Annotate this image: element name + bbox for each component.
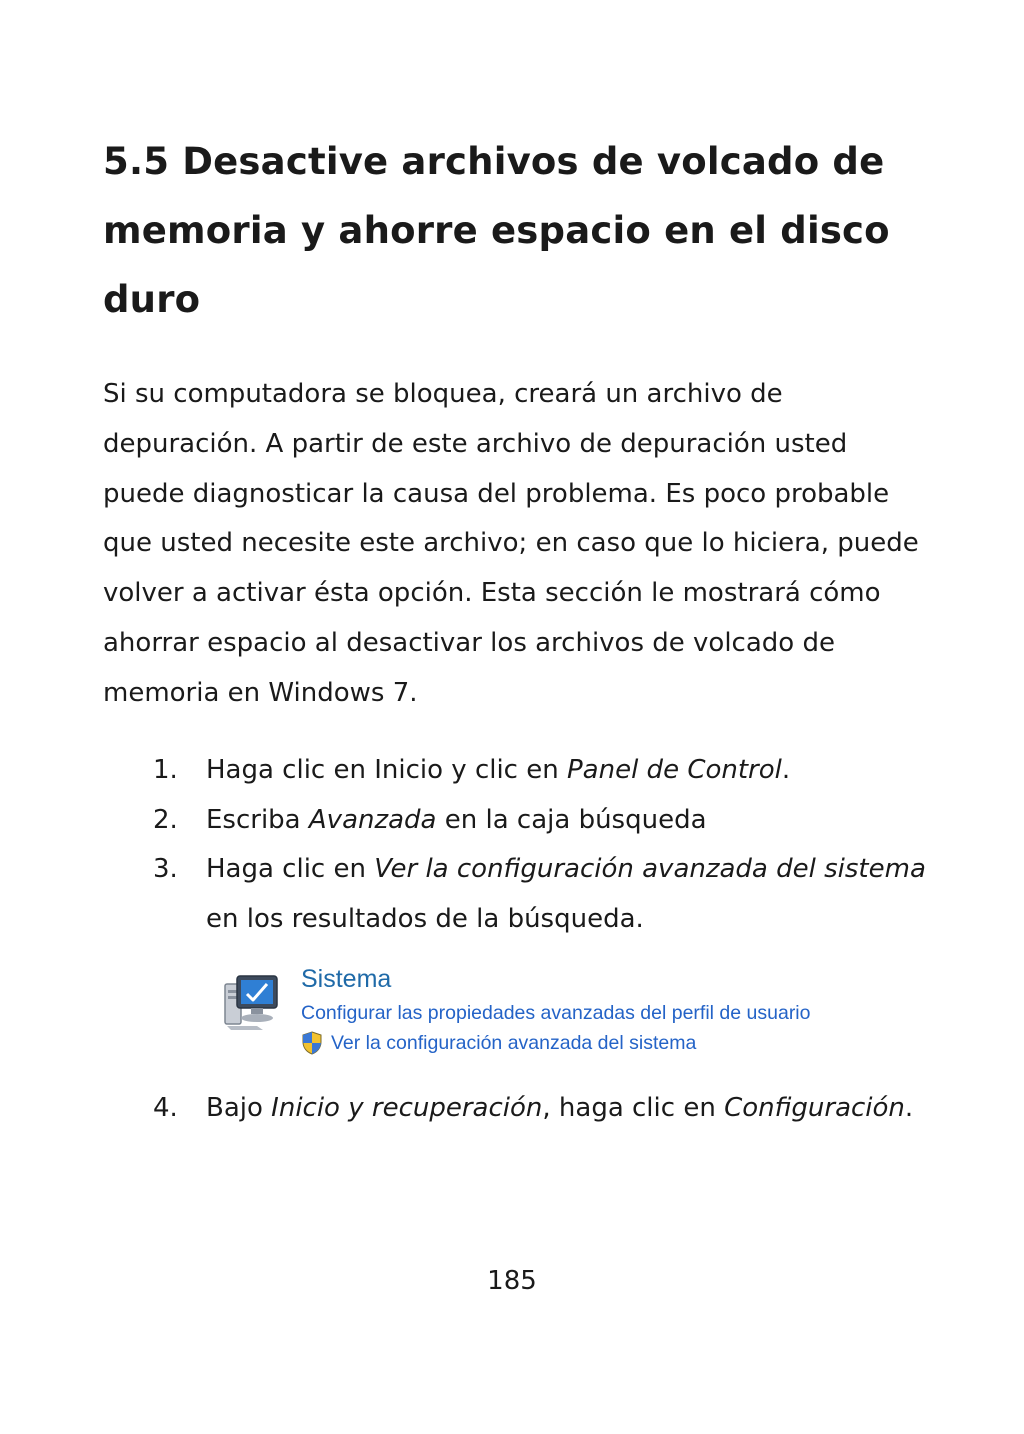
step-text-middle: , haga clic en: [542, 1093, 725, 1123]
list-item: [103, 796, 933, 846]
step-text-end: .: [781, 755, 791, 785]
step-emphasis-2: Configuración: [724, 1093, 905, 1123]
step-emphasis: Ver la configuración avanzada del sistema: [374, 854, 926, 884]
list-item: [103, 1084, 933, 1134]
step-emphasis: Inicio y recuperación: [271, 1093, 543, 1123]
uac-shield-icon: [301, 1031, 323, 1055]
computer-icon: [223, 970, 279, 1032]
result-link-advanced[interactable]: Ver la configuración avanzada del sistema: [331, 1032, 697, 1054]
step-text: Escriba: [206, 804, 309, 835]
steps-list: [103, 746, 933, 1134]
step-text: Bajo: [206, 1093, 272, 1123]
step-text: Haga clic en Inicio y clic en: [206, 755, 567, 785]
step-text-end: en los resultados de la búsqueda.: [206, 903, 644, 934]
step-number: 4.: [153, 1093, 178, 1123]
step-text-end: .: [904, 1093, 914, 1123]
step-emphasis: Panel de Control: [566, 755, 782, 785]
page-number: 185: [487, 1266, 537, 1296]
list-item: [103, 746, 933, 796]
step-number: 2.: [153, 804, 178, 835]
search-result-screenshot: [223, 958, 883, 1058]
step-text-end: en la caja búsqueda: [436, 804, 707, 835]
step-text: Haga clic en: [206, 854, 375, 884]
section-heading: 5.5 Desactive archivos de volcado de memoria y ahorre espacio en el disco duro: [103, 140, 890, 321]
step-number: 1.: [153, 755, 178, 785]
list-item: [103, 845, 933, 944]
intro-paragraph: Si su computadora se bloquea, creará un archivo de depuración. A partir de este archivo de depuración usted puede diagnosticar la causa del problema. Es poco probable que usted necesite este archivo; en caso que lo hiciera, puede volver a activar ésta opción. Esta sección le mostrará cómo ahorrar espacio al desactivar los archivos de volcado de memoria en Windows 7.: [103, 379, 919, 708]
step-emphasis: Avanzada: [308, 804, 437, 835]
result-title: Sistema: [301, 965, 392, 993]
step-number: 3.: [153, 854, 178, 884]
result-link-profile[interactable]: Configurar las propiedades avanzadas del perfil de usuario: [301, 1002, 811, 1024]
